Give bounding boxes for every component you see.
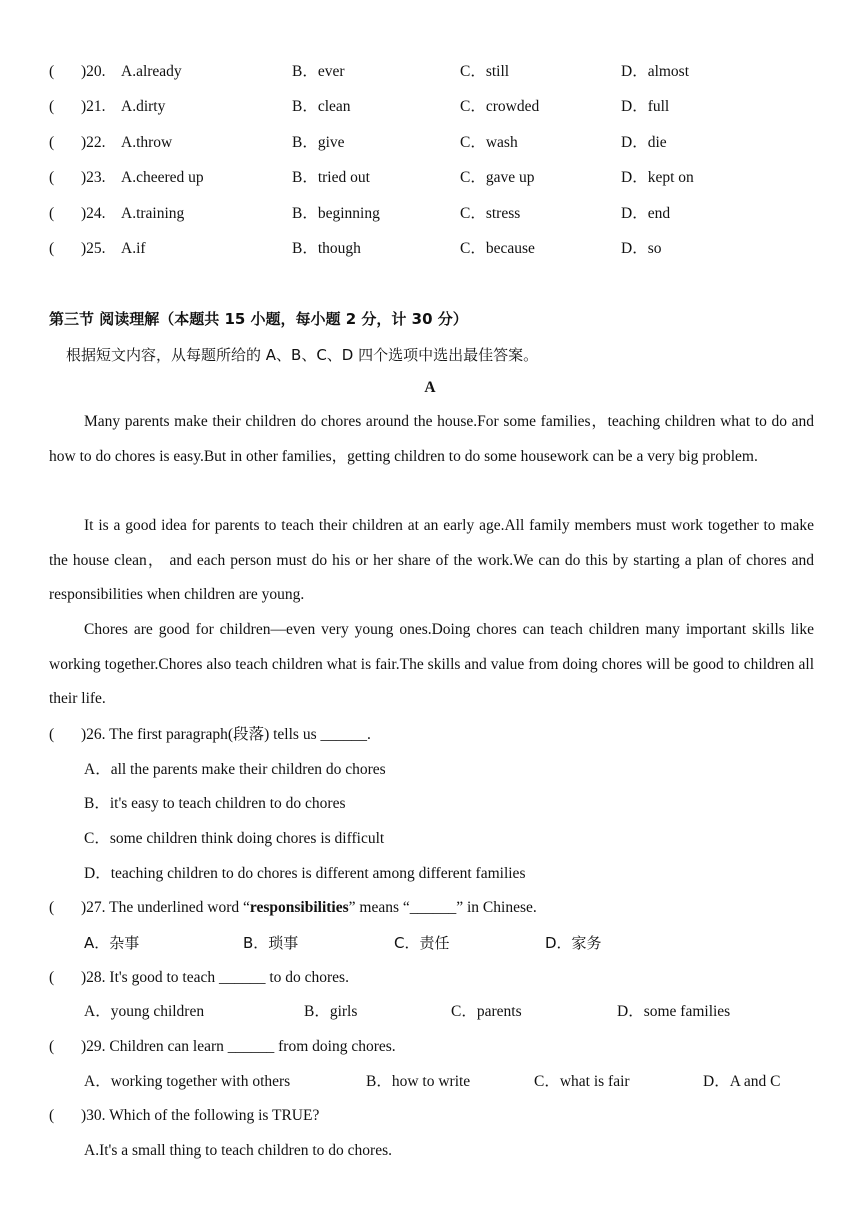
question-number: )21. bbox=[81, 98, 106, 115]
q27-option-c: C．责任 bbox=[394, 934, 450, 952]
passage-paragraph-1: Many parents make their children do chores around the house.For some families，teaching children what to do and how to do chores is easy.But in other families，getting children to do some housework can be a very big problem. bbox=[49, 413, 814, 465]
stem-suffix: ” means “______” in Chinese. bbox=[348, 899, 537, 916]
question-stem bbox=[81, 897, 537, 919]
q26-option-c: C．some children think doing chores is difficult bbox=[84, 830, 385, 847]
option-c: C．stress bbox=[460, 205, 521, 222]
q29-option-b: B．how to write bbox=[366, 1073, 471, 1090]
answer-bracket: ( bbox=[49, 1107, 55, 1124]
option-b: B．beginning bbox=[292, 205, 380, 222]
option-c: C．wash bbox=[460, 134, 518, 151]
passage-label: A bbox=[424, 379, 436, 396]
option-d: D．so bbox=[621, 240, 662, 257]
answer-bracket: ( bbox=[49, 63, 55, 80]
answer-bracket: ( bbox=[49, 969, 55, 986]
option-c: C．crowded bbox=[460, 98, 540, 115]
q26-option-d: D．teaching children to do chores is different among different families bbox=[84, 865, 526, 882]
question-stem: )29. Children can learn ______ from doing chores. bbox=[81, 1038, 396, 1055]
q30-option-a: A.It's a small thing to teach children to do chores. bbox=[84, 1142, 392, 1159]
section-instruction: 根据短文内容，从每题所给的 A、B、C、D 四个选项中选出最佳答案。 bbox=[66, 346, 539, 364]
q27-option-b: B．琐事 bbox=[243, 934, 299, 952]
option-d: D．almost bbox=[621, 63, 690, 80]
option-a: A.cheered up bbox=[121, 169, 204, 186]
option-a: A.already bbox=[121, 63, 182, 80]
answer-bracket: ( bbox=[49, 899, 55, 916]
section-heading: 第三节 阅读理解（本题共 15 小题，每小题 2 分，计 30 分） bbox=[49, 310, 468, 328]
option-d: D．die bbox=[621, 134, 667, 151]
option-b: B．ever bbox=[292, 63, 345, 80]
q29-option-c: C．what is fair bbox=[534, 1073, 630, 1090]
option-a: A.dirty bbox=[121, 98, 166, 115]
question-stem: )28. It's good to teach ______ to do chores. bbox=[81, 969, 349, 986]
option-d: D．end bbox=[621, 205, 671, 222]
option-c: C．because bbox=[460, 240, 535, 257]
answer-bracket: ( bbox=[49, 205, 55, 222]
q28-option-c: C．parents bbox=[451, 1003, 522, 1020]
answer-bracket: ( bbox=[49, 1038, 55, 1055]
q27-option-d: D．家务 bbox=[545, 934, 602, 952]
option-a: A.throw bbox=[121, 134, 173, 151]
option-d: D．kept on bbox=[621, 169, 694, 186]
q26-option-a: A．all the parents make their children do chores bbox=[84, 761, 386, 778]
option-d: D．full bbox=[621, 98, 670, 115]
question-stem: )26. The first paragraph(段落) tells us ______. bbox=[81, 726, 371, 743]
answer-bracket: ( bbox=[49, 134, 55, 151]
option-a: A.if bbox=[121, 240, 146, 257]
stem-prefix: )27. The underlined word “ bbox=[81, 899, 250, 916]
option-b: B．tried out bbox=[292, 169, 370, 186]
answer-bracket: ( bbox=[49, 98, 55, 115]
option-b: B．give bbox=[292, 134, 345, 151]
option-c: C．still bbox=[460, 63, 510, 80]
question-stem: )30. Which of the following is TRUE? bbox=[81, 1107, 320, 1124]
q28-option-b: B．girls bbox=[304, 1003, 358, 1020]
question-number: )25. bbox=[81, 240, 106, 257]
q27-option-a: A．杂事 bbox=[84, 934, 140, 952]
q26-option-b: B．it's easy to teach children to do chores bbox=[84, 795, 346, 812]
q28-option-a: A．young children bbox=[84, 1003, 205, 1020]
answer-bracket: ( bbox=[49, 240, 55, 257]
question-number: )22. bbox=[81, 134, 106, 151]
stem-keyword: responsibilities bbox=[249, 899, 349, 916]
option-c: C．gave up bbox=[460, 169, 535, 186]
passage-paragraph-2: It is a good idea for parents to teach their children at an early age.All family members must work together to make the house clean， and each person must do his or her share of the work.We can do this by starting a plan of chores and responsibilities when children are young. bbox=[49, 517, 814, 604]
passage-paragraph-3: Chores are good for children—even very young ones.Doing chores can teach children many important skills like working together.Chores also teach children what is fair.The skills and value from doing chores will be good to children all their life. bbox=[49, 621, 814, 708]
question-number: )23. bbox=[81, 169, 106, 186]
answer-bracket: ( bbox=[49, 169, 55, 186]
q28-option-d: D．some families bbox=[617, 1003, 731, 1020]
option-a: A.training bbox=[121, 205, 185, 222]
answer-bracket: ( bbox=[49, 726, 55, 743]
question-number: )24. bbox=[81, 205, 106, 222]
q29-option-d: D．A and C bbox=[703, 1073, 781, 1090]
question-number: )20. bbox=[81, 63, 106, 80]
option-b: B．clean bbox=[292, 98, 351, 115]
option-b: B．though bbox=[292, 240, 361, 257]
q29-option-a: A．working together with others bbox=[84, 1073, 291, 1090]
